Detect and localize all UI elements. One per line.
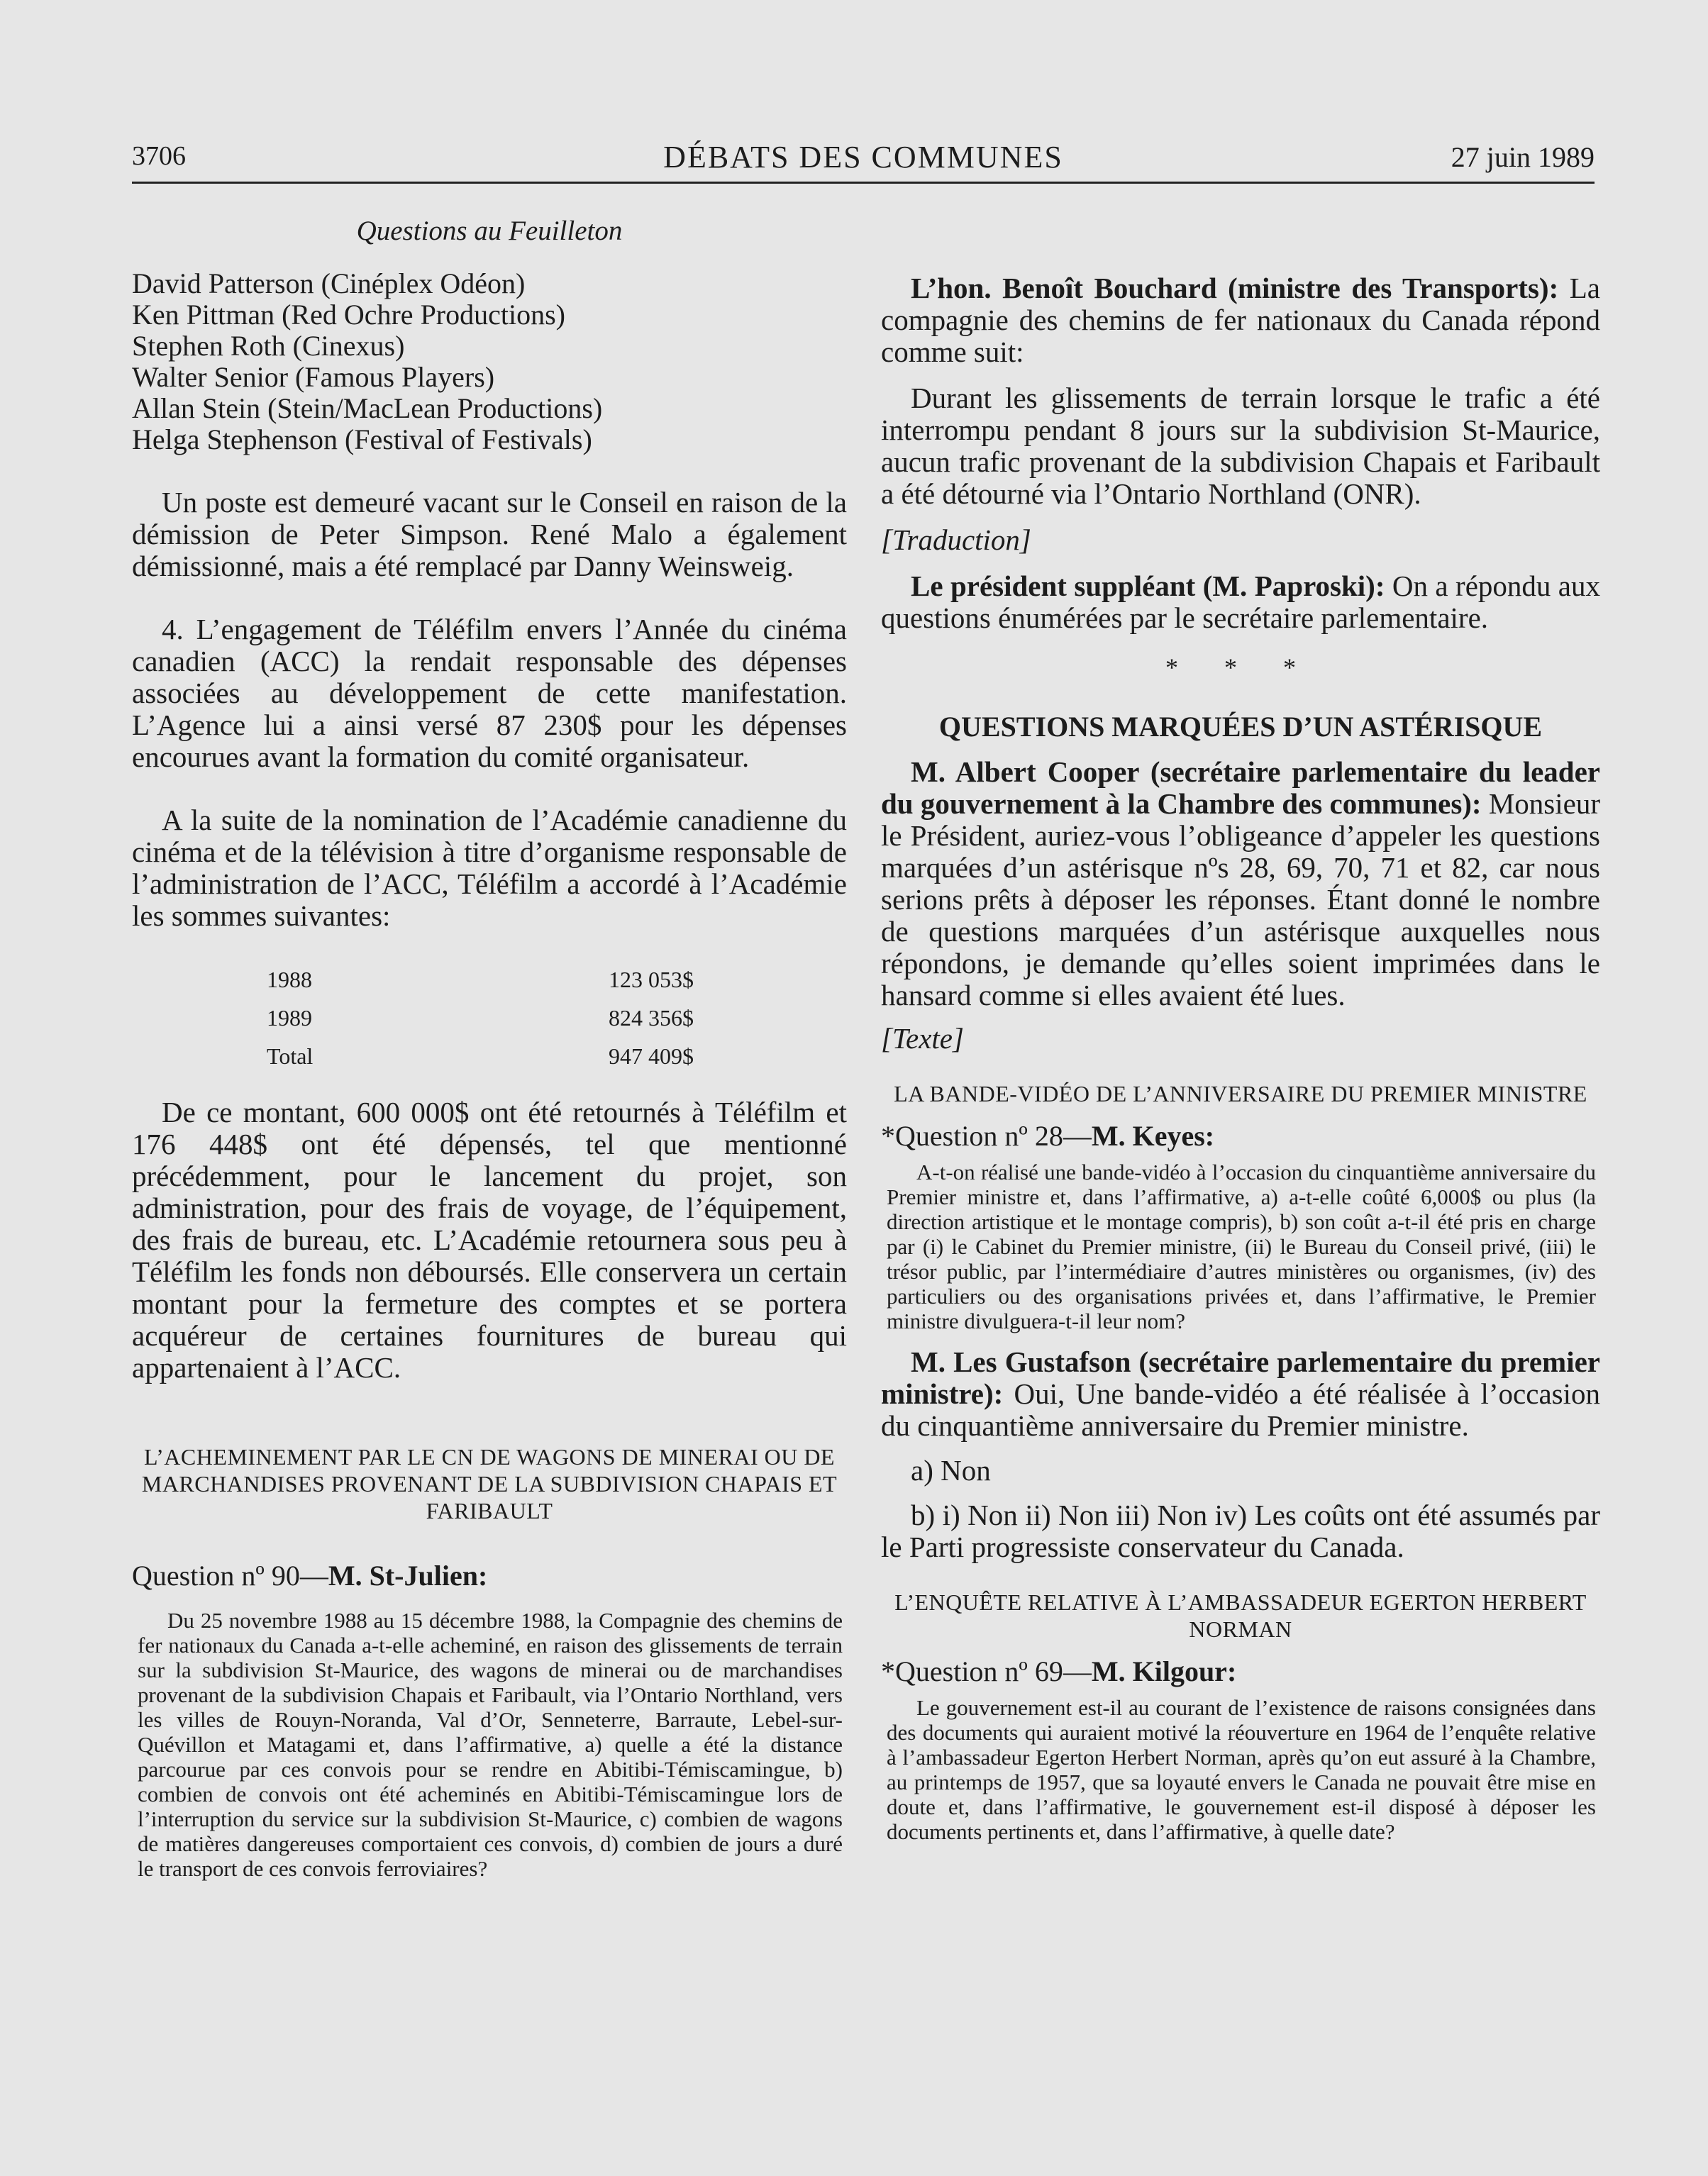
paragraph-gustafson: M. Les Gustafson (secrétaire parlementaire du premier ministre): Oui, Une bande-vidéo a été réalisée à l’occasion du cinquantième anniversaire du Premier ministre. — [881, 1345, 1600, 1442]
table-cell-amount: 824 356$ — [609, 1004, 694, 1031]
list-item: David Patterson (Cinéplex Odéon) — [132, 267, 526, 299]
question-69-line — [881, 1655, 1600, 1688]
speaker-name: M. Albert Cooper (secrétaire parlementaire du leader du gouvernement à la Chambre des communes): — [881, 755, 1600, 820]
question-number: Question nº 90— — [132, 1560, 328, 1592]
answer-a: a) Non — [911, 1454, 991, 1487]
member-names-list — [132, 268, 847, 455]
heading-acheminement: L’ACHEMINEMENT PAR LE CN DE WAGONS DE MINERAI OU DE MARCHANDISES PROVENANT DE LA SUBDIVISION CHAPAIS ET FARIBAULT — [141, 1444, 838, 1523]
question-69-text: Le gouvernement est-il au courant de l’existence de raisons consignées dans des documents qui auraient motivé la réouverture en 1964 de l’enquête relative à l’ambassadeur Egerton Herbert Norman, après qu’on eut assuré à la Chambre, au printemps de 1957, que sa loyauté envers le Canada ne pouvait être mise en doute et, dans l’affirmative, le gouvernement est-il disposé à déposer les documents pertinents et, dans l’affirmative, à quelle date? — [887, 1695, 1596, 1844]
question-member: M. St-Julien: — [328, 1560, 488, 1592]
speaker-name: Le président suppléant (M. Paproski): — [911, 570, 1385, 602]
list-item: Helga Stephenson (Festival of Festivals) — [132, 423, 592, 455]
question-90-line — [132, 1560, 847, 1592]
page-header — [132, 139, 1595, 184]
answer-b: b) i) Non ii) Non iii) Non iv) Les coûts ont été assumés par le Parti progressiste conservateur du Canada. — [881, 1499, 1600, 1563]
texte-marker: [Texte] — [881, 1022, 964, 1055]
paragraph-cooper: M. Albert Cooper (secrétaire parlementaire du leader du gouvernement à la Chambre des communes): Monsieur le Président, auriez-vous l’obligeance d’appeler les questions marquées d’un astérisque nºs 28, 69, 70, 71 et 82, car nous serions prêts à déposer les réponses. Étant donné le nombre de questions marquées d’un astérisque auxquelles nous répondons, je demande qu’elles soient imprimées dans le hansard comme si elles avaient été lues. — [881, 755, 1601, 1011]
list-item: Stephen Roth (Cinexus) — [132, 330, 405, 362]
question-90-text: Du 25 novembre 1988 au 15 décembre 1988, la Compagnie des chemins de fer nationaux du Canada a-t-elle acheminé, en raison des glissements de terrain sur la subdivision St-Maurice, des wagons de minerai ou de marchandises provenant de la subdivision Chapais et Faribault, via l’Ontario Northland, vers les villes de Rouyn-Noranda, Val d’Or, Senneterre, Barraute, Lebel-sur-Quévillon et Matagami et, dans l’affirmative, a) quelle a été la distance parcourue par ces convois pour se rendre en Abitibi-Témiscamingue, b) combien de convois ont été acheminés en Abitibi-Témiscamingue lors de l’interruption du service sur la subdivision St-Maurice, c) combien de wagons de matières dangereuses comportaient ces convois, d) combien de jours a duré le transport de ces convois ferroviaires? — [138, 1608, 843, 1881]
question-member: M. Keyes: — [1091, 1120, 1215, 1152]
paragraph-montant: De ce montant, 600 000$ ont été retournés à Téléfilm et 176 448$ ont été dépensés, tel que mentionné précédemment, pour le lancement du projet, son administration, pour des frais de voyage, de l’équipement, des frais de bureau, etc. L’Académie retournera sous peu à Téléfilm les fonds non déboursés. Elle conservera un certain montant pour la fermeture des comptes et se portera acquéreur de certaines fournitures de bureau qui appartenaient à l’ACC. — [132, 1096, 847, 1384]
list-item: Allan Stein (Stein/MacLean Productions) — [132, 392, 603, 424]
table-cell-amount: 123 053$ — [609, 966, 694, 992]
paragraph-telefilm-engagement: 4. L’engagement de Téléfilm envers l’Année du cinéma canadien (ACC) la rendait responsable des dépenses associées au développement de cette manifestation. L’Agence lui a ainsi versé 87 230$ pour les dépenses encourues avant la formation du comité organisateur. — [132, 613, 847, 773]
amounts-table — [267, 960, 694, 1075]
right-column — [881, 272, 1600, 1844]
traduction-marker: [Traduction] — [881, 523, 1031, 556]
table-row — [267, 960, 694, 999]
table-cell-year: 1989 — [267, 1004, 312, 1031]
question-number: *Question nº 28— — [881, 1120, 1092, 1152]
table-cell-year: 1988 — [267, 966, 312, 992]
heading-enquete-norman: L’ENQUÊTE RELATIVE À L’AMBASSADEUR EGERTON HERBERT NORMAN — [894, 1589, 1587, 1642]
heading-bande-video: LA BANDE-VIDÉO DE L’ANNIVERSAIRE DU PREMIER MINISTRE — [894, 1081, 1587, 1106]
section-title: Questions au Feuilleton — [356, 216, 623, 246]
speaker-name: M. Les Gustafson (secrétaire parlementaire du premier ministre): — [881, 1345, 1600, 1410]
paragraph-cn-reply: Durant les glissements de terrain lorsque le trafic a été interrompu pendant 8 jours sur la subdivision St-Maurice, aucun trafic provenant de la subdivision Chapais et Faribault a été détourné via l’Ontario Northland (ONR). — [881, 382, 1600, 510]
page-number: 3706 — [132, 141, 186, 171]
list-item: Ken Pittman (Red Ochre Productions) — [132, 299, 565, 331]
paragraph-vacancy: Un poste est demeuré vacant sur le Conseil en raison de la démission de Peter Simpson. René Malo a également démissionné, mais a été remplacé par Danny Weinsweig. — [132, 486, 847, 582]
paragraph-academie: A la suite de la nomination de l’Académie canadienne du cinéma et de la télévision à titre d’organisme responsable de l’administration de l’ACC, Téléfilm a accordé à l’Académie les sommes suivantes: — [132, 804, 847, 932]
table-row — [267, 999, 694, 1037]
list-item: Walter Senior (Famous Players) — [132, 361, 495, 393]
issue-date: 27 juin 1989 — [1451, 141, 1595, 173]
paragraph-bouchard: L’hon. Benoît Bouchard (ministre des Transports): La compagnie des chemins de fer nationaux du Canada répond comme suit: — [881, 272, 1600, 368]
heading-questions-asterisque: QUESTIONS MARQUÉES D’UN ASTÉRISQUE — [938, 711, 1543, 743]
question-28-text: A-t-on réalisé une bande-vidéo à l’occasion du cinquantième anniversaire du Premier ministre et, dans l’affirmative, a) a-t-elle coûté 6,000$ ou plus (la direction artistique et le montage compris), b) son coût a-t-il été pris en charge par (i) le Cabinet du Premier ministre, (ii) le Bureau du Conseil privé, (iii) le trésor public, par l’intermédiaire d’autres ministères ou organismes, (iv) des particuliers ou des organisations privées et, dans l’affirmative, le Premier ministre divulguera-t-il leur nom? — [887, 1160, 1596, 1333]
table-cell-year: Total — [267, 1043, 314, 1069]
paragraph-president: Le président suppléant (M. Paproski): On a répondu aux questions énumérées par le secrétaire parlementaire. — [881, 570, 1601, 634]
question-number: *Question nº 69— — [881, 1655, 1092, 1687]
question-28-line — [881, 1120, 1600, 1153]
section-separator: * * * — [1165, 653, 1316, 682]
table-row — [267, 1037, 694, 1075]
question-member: M. Kilgour: — [1091, 1655, 1237, 1687]
left-column — [132, 213, 847, 1881]
table-cell-amount: 947 409$ — [609, 1043, 694, 1069]
speaker-name: L’hon. Benoît Bouchard (ministre des Transports): — [911, 272, 1559, 304]
journal-title: DÉBATS DES COMMUNES — [663, 140, 1063, 174]
